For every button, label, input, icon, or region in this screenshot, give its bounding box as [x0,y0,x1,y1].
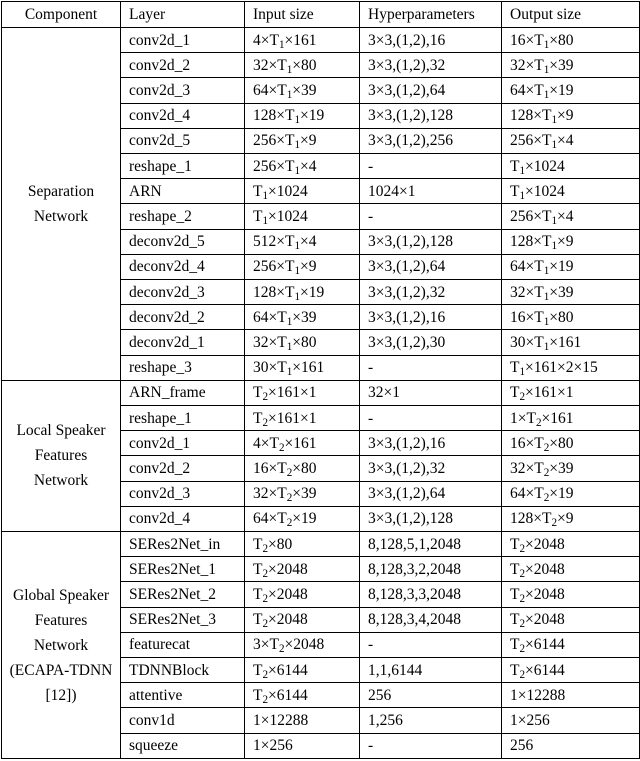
input-size-cell: $32\times T_1\times 80$ [245,330,360,355]
output-size-cell: $128\times T_1\times 9$ [502,229,640,254]
layer-cell: SERes2Net_3 [121,607,245,632]
layer-cell: reshape_3 [121,355,245,380]
input-size-cell: $32\times T_2\times 39$ [245,481,360,506]
layer-cell: reshape_1 [121,406,245,431]
layer-cell: ARN [121,179,245,204]
header-layer: Layer [121,2,245,28]
input-size-cell: $16\times T_2\times 80$ [245,456,360,481]
input-size-cell: $128\times T_1\times 19$ [245,280,360,305]
layer-cell: ARN_frame [121,380,245,405]
layer-cell: SERes2Net_in [121,532,245,557]
output-size-cell: $T_1\times 161\times 2\times 15$ [502,355,640,380]
output-size-cell: $128\times T_1\times 9$ [502,103,640,128]
layer-cell: deconv2d_4 [121,254,245,279]
header-row [2,2,640,28]
input-size-cell: $256\times T_1\times 4$ [245,154,360,179]
output-size-cell: $T_2\times 2048$ [502,582,640,607]
hyperparameters-cell: 3×3,(1,2),16 [360,28,502,53]
layer-cell: conv2d_4 [121,506,245,531]
output-size-cell: $64\times T_1\times 19$ [502,254,640,279]
hyperparameters-cell: 1,1,6144 [360,658,502,683]
input-size-cell: $T_2\times 161\times 1$ [245,406,360,431]
layer-cell: reshape_2 [121,204,245,229]
hyperparameters-cell: 8,128,3,4,2048 [360,607,502,632]
header-hyperparameters: Hyperparameters [360,2,502,28]
input-size-cell: $T_2\times 2048$ [245,557,360,582]
layer-cell: conv2d_4 [121,103,245,128]
layer-cell: conv2d_3 [121,481,245,506]
hyperparameters-cell: - [360,154,502,179]
input-size-cell: $T_2\times 161\times 1$ [245,380,360,405]
layer-cell: squeeze [121,733,245,758]
hyperparameters-cell: 8,128,3,3,2048 [360,582,502,607]
output-size-cell: $T_2\times 6144$ [502,658,640,683]
output-size-cell: $T_2\times 161\times 1$ [502,380,640,405]
layer-cell: conv2d_1 [121,28,245,53]
input-size-cell: $T_2\times 2048$ [245,582,360,607]
output-size-cell: $32\times T_1\times 39$ [502,280,640,305]
hyperparameters-cell: 3×3,(1,2),32 [360,53,502,78]
output-size-cell: $64\times T_2\times 19$ [502,481,640,506]
input-size-cell: $T_2\times 2048$ [245,607,360,632]
hyperparameters-cell: 3×3,(1,2),16 [360,431,502,456]
output-size-cell: $256\times T_1\times 4$ [502,128,640,153]
layer-cell: attentive [121,683,245,708]
layer-cell: conv1d [121,708,245,733]
hyperparameters-cell: 3×3,(1,2),64 [360,254,502,279]
output-size-cell: $T_2\times 2048$ [502,532,640,557]
hyperparameters-cell: - [360,355,502,380]
output-size-cell: $T_2\times 6144$ [502,632,640,657]
output-size-cell: $16\times T_1\times 80$ [502,305,640,330]
input-size-cell: $4\times T_2\times 161$ [245,431,360,456]
layer-cell: deconv2d_1 [121,330,245,355]
output-size-cell: $16\times T_1\times 80$ [502,28,640,53]
hyperparameters-cell: - [360,733,502,758]
table-row [2,380,640,405]
input-size-cell: $64\times T_2\times 19$ [245,506,360,531]
output-size-cell: 1×12288 [502,683,640,708]
output-size-cell: $64\times T_1\times 19$ [502,78,640,103]
output-size-cell: $256\times T_1\times 4$ [502,204,640,229]
output-size-cell: $30\times T_1\times 161$ [502,330,640,355]
hyperparameters-cell: 3×3,(1,2),64 [360,78,502,103]
hyperparameters-cell: 8,128,5,1,2048 [360,532,502,557]
hyperparameters-cell: 3×3,(1,2),64 [360,481,502,506]
layer-cell: conv2d_5 [121,128,245,153]
input-size-cell: $256\times T_1\times 9$ [245,254,360,279]
hyperparameters-cell: 3×3,(1,2),128 [360,506,502,531]
input-size-cell: $T_2\times 6144$ [245,683,360,708]
hyperparameters-cell: 3×3,(1,2),16 [360,305,502,330]
input-size-cell: $256\times T_1\times 9$ [245,128,360,153]
input-size-cell: $T_2\times 80$ [245,532,360,557]
hyperparameters-cell: 3×3,(1,2),128 [360,229,502,254]
output-size-cell: $1\times T_2\times 161$ [502,406,640,431]
hyperparameters-cell: - [360,204,502,229]
architecture-table [1,1,640,759]
hyperparameters-cell: - [360,632,502,657]
hyperparameters-cell: 256 [360,683,502,708]
layer-cell: TDNNBlock [121,658,245,683]
input-size-cell: $T_2\times 6144$ [245,658,360,683]
input-size-cell: $3\times T_2\times 2048$ [245,632,360,657]
input-size-cell: $64\times T_1\times 39$ [245,78,360,103]
header-input-size: Input size [245,2,360,28]
header-output-size: Output size [502,2,640,28]
input-size-cell: $64\times T_1\times 39$ [245,305,360,330]
output-size-cell: 256 [502,733,640,758]
hyperparameters-cell: 32×1 [360,380,502,405]
input-size-cell: 1×12288 [245,708,360,733]
hyperparameters-cell: 1024×1 [360,179,502,204]
table-row [2,532,640,557]
layer-cell: deconv2d_3 [121,280,245,305]
output-size-cell: $128\times T_2\times 9$ [502,506,640,531]
output-size-cell: $T_1\times 1024$ [502,154,640,179]
component-cell: Global Speaker Features Network (ECAPA-TDNN [12]) [2,532,121,759]
input-size-cell: $128\times T_1\times 19$ [245,103,360,128]
input-size-cell: $32\times T_1\times 80$ [245,53,360,78]
layer-cell: deconv2d_2 [121,305,245,330]
hyperparameters-cell: 8,128,3,2,2048 [360,557,502,582]
input-size-cell: 1×256 [245,733,360,758]
layer-cell: conv2d_2 [121,53,245,78]
input-size-cell: $T_1\times 1024$ [245,179,360,204]
layer-cell: SERes2Net_1 [121,557,245,582]
layer-cell: reshape_1 [121,154,245,179]
layer-cell: deconv2d_5 [121,229,245,254]
component-cell: Separation Network [2,28,121,381]
layer-cell: SERes2Net_2 [121,582,245,607]
input-size-cell: $T_1\times 1024$ [245,204,360,229]
hyperparameters-cell: 3×3,(1,2),32 [360,280,502,305]
table-body [2,28,640,759]
output-size-cell: $32\times T_1\times 39$ [502,53,640,78]
layer-cell: conv2d_3 [121,78,245,103]
output-size-cell: $T_2\times 2048$ [502,607,640,632]
output-size-cell: $16\times T_2\times 80$ [502,431,640,456]
output-size-cell: $32\times T_2\times 39$ [502,456,640,481]
output-size-cell: 1×256 [502,708,640,733]
layer-cell: featurecat [121,632,245,657]
hyperparameters-cell: 1,256 [360,708,502,733]
hyperparameters-cell: 3×3,(1,2),256 [360,128,502,153]
component-cell: Local Speaker Features Network [2,380,121,531]
output-size-cell: $T_1\times 1024$ [502,179,640,204]
input-size-cell: $4\times T_1\times 161$ [245,28,360,53]
hyperparameters-cell: 3×3,(1,2),128 [360,103,502,128]
layer-cell: conv2d_1 [121,431,245,456]
table-row [2,28,640,53]
header-component: Component [2,2,121,28]
hyperparameters-cell: 3×3,(1,2),30 [360,330,502,355]
input-size-cell: $30\times T_1\times 161$ [245,355,360,380]
output-size-cell: $T_2\times 2048$ [502,557,640,582]
hyperparameters-cell: - [360,406,502,431]
input-size-cell: $512\times T_1\times 4$ [245,229,360,254]
layer-cell: conv2d_2 [121,456,245,481]
hyperparameters-cell: 3×3,(1,2),32 [360,456,502,481]
